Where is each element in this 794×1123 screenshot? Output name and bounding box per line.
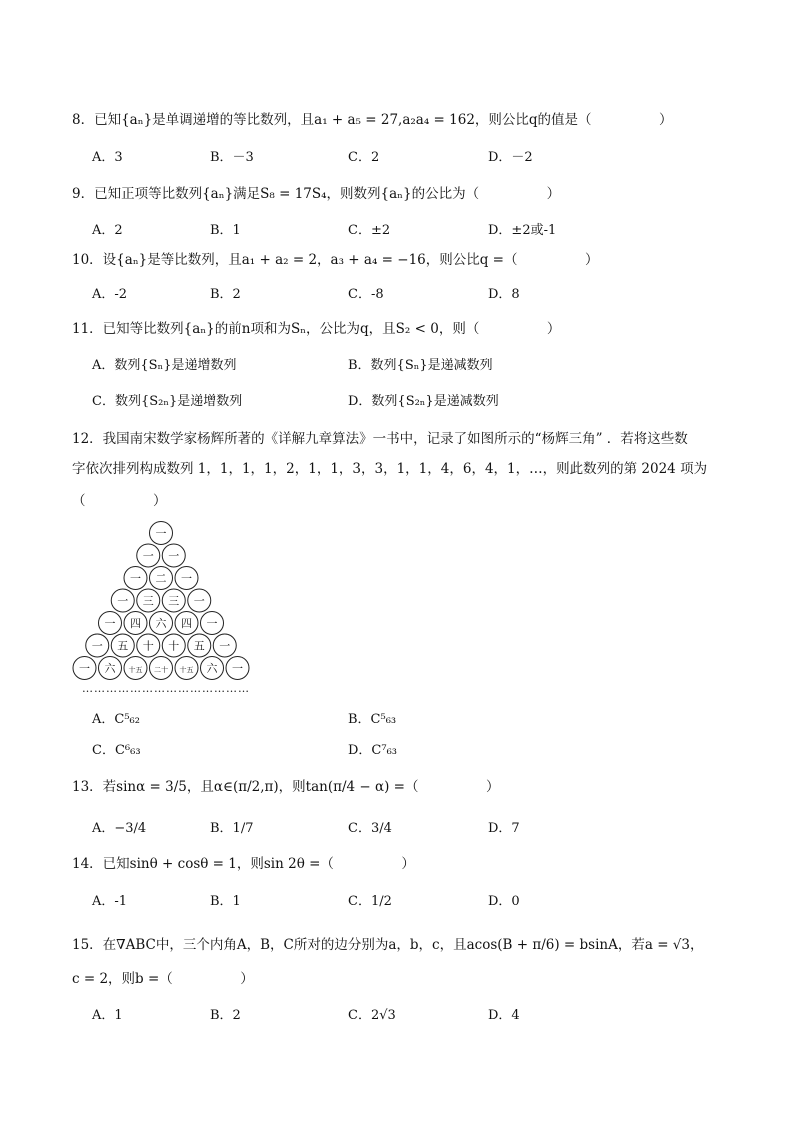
triangle-cell-r6-c2 (124, 657, 147, 680)
triangle-cell-r5-c3 (162, 634, 185, 657)
question-8-option-a[interactable]: A．3 (92, 150, 123, 165)
triangle-cell-r6-c4 (175, 657, 198, 680)
question-13-option-b[interactable]: B．1/7 (210, 821, 254, 836)
triangle-cell-r5-c1 (111, 634, 134, 657)
svg-text:一: 一 (117, 594, 129, 608)
question-15-option-c[interactable]: C．2√3 (348, 1008, 396, 1023)
triangle-cell-r4-c0 (99, 612, 122, 635)
svg-text:一: 一 (130, 572, 141, 585)
svg-text:五: 五 (193, 639, 205, 653)
triangle-cell-r0-c0 (150, 522, 173, 545)
question-8-stem: 8．已知{aₙ}是单调递增的等比数列，且a₁ + a₅ = 27,a₂a₄ = 162，则公比q的值是（ ） (72, 112, 673, 128)
question-10-option-c[interactable]: C．-8 (348, 287, 384, 302)
question-12-stem-line-2: 字依次排列构成数列 1，1，1，1，2，1，1，3，3，1，1，4，6，4，1，…，则此数列的第 2024 项为 (72, 461, 708, 477)
question-13-option-a[interactable]: A．−3/4 (92, 821, 147, 836)
question-9-option-a[interactable]: A．2 (92, 223, 123, 238)
question-8-option-d[interactable]: D．－2 (488, 150, 533, 165)
question-15-option-a[interactable]: A．1 (92, 1008, 123, 1023)
svg-text:六: 六 (155, 617, 167, 630)
question-8-option-b[interactable]: B．－3 (210, 150, 254, 165)
svg-text:十五: 十五 (179, 666, 194, 674)
triangle-cell-r6-c3 (150, 657, 173, 680)
triangle-cell-r3-c0 (111, 589, 134, 612)
triangle-cell-r4-c3 (175, 612, 198, 635)
question-10-option-a[interactable]: A．-2 (92, 287, 128, 302)
triangle-cell-r5-c0 (86, 634, 109, 657)
triangle-cell-r5-c2 (137, 634, 160, 657)
question-13-option-c[interactable]: C．3/4 (348, 821, 392, 836)
question-14-option-d[interactable]: D．0 (488, 894, 520, 909)
svg-text:一: 一 (155, 527, 167, 540)
svg-text:一: 一 (181, 572, 192, 585)
triangle-cell-r3-c1 (137, 589, 160, 612)
svg-text:一: 一 (206, 617, 218, 630)
question-9-option-d[interactable]: D．±2或-1 (488, 223, 557, 238)
question-8-option-c[interactable]: C．2 (348, 150, 380, 165)
triangle-cell-r3-c3 (188, 589, 211, 612)
question-10-stem: 10．设{aₙ}是等比数列，且a₁ + a₂ = 2，a₃ + a₄ = −16，则公比q =（ ） (72, 252, 599, 268)
svg-text:四: 四 (130, 617, 141, 630)
question-12-option-d[interactable]: D．C⁷₆₃ (348, 743, 398, 758)
triangle-cell-r6-c0 (73, 657, 96, 680)
svg-text:一: 一 (142, 549, 154, 563)
triangle-cell-r5-c5 (213, 634, 236, 657)
question-11-option-c[interactable]: C．数列{S₂ₙ}是递增数列 (92, 394, 243, 409)
question-10-option-d[interactable]: D．8 (488, 287, 520, 302)
svg-text:一: 一 (193, 594, 205, 608)
question-9-option-c[interactable]: C．±2 (348, 223, 391, 238)
triangle-cell-r6-c1 (99, 657, 122, 680)
triangle-cell-r6-c5 (201, 657, 224, 680)
svg-text:三: 三 (168, 594, 180, 608)
question-11-option-b[interactable]: B．数列{Sₙ}是递减数列 (348, 358, 493, 373)
question-15-option-b[interactable]: B．2 (210, 1008, 241, 1023)
triangle-cell-r4-c1 (124, 612, 147, 635)
svg-text:一: 一 (232, 662, 243, 675)
svg-text:四: 四 (181, 617, 192, 630)
question-15-option-d[interactable]: D．4 (488, 1008, 520, 1023)
triangle-cell-r6-c6 (226, 657, 249, 680)
triangle-cell-r1-c1 (162, 544, 185, 567)
yang-hui-triangle-figure (72, 520, 252, 695)
triangle-cell-r3-c2 (162, 589, 185, 612)
question-14-option-a[interactable]: A．-1 (92, 894, 128, 909)
question-11-option-d[interactable]: D．数列{S₂ₙ}是递减数列 (348, 394, 499, 409)
question-11-option-a[interactable]: A．数列{Sₙ}是递增数列 (92, 358, 237, 373)
svg-text:一: 一 (168, 549, 180, 563)
svg-text:三: 三 (142, 594, 154, 608)
question-9-option-b[interactable]: B．1 (210, 223, 241, 238)
svg-text:六: 六 (104, 662, 116, 675)
svg-text:五: 五 (117, 639, 129, 653)
triangle-cell-r4-c4 (201, 612, 224, 635)
svg-text:一: 一 (104, 617, 116, 630)
question-10-option-b[interactable]: B．2 (210, 287, 241, 302)
question-14-option-b[interactable]: B．1 (210, 894, 241, 909)
svg-text:六: 六 (206, 662, 218, 675)
svg-text:十五: 十五 (128, 666, 143, 674)
triangle-continuation-dots: …………………………………… (82, 682, 250, 695)
yang-hui-triangle-svg (72, 520, 252, 685)
triangle-cell-r2-c0 (124, 567, 147, 590)
question-11-stem: 11．已知等比数列{aₙ}的前n项和为Sₙ，公比为q，且S₂ < 0，则（ ） (72, 321, 561, 337)
question-12-option-b[interactable]: B．C⁵₆₃ (348, 712, 397, 727)
triangle-cell-r5-c4 (188, 634, 211, 657)
triangle-cell-r4-c2 (150, 612, 173, 635)
question-12-stem-line-3: （ ） (72, 493, 167, 509)
question-9-stem: 9．已知正项等比数列{aₙ}满足S₈ = 17S₄，则数列{aₙ}的公比为（ ） (72, 186, 561, 202)
svg-text:一: 一 (91, 639, 103, 653)
question-12-option-c[interactable]: C．C⁶₆₃ (92, 743, 141, 758)
svg-text:二十: 二十 (154, 666, 168, 674)
svg-text:一: 一 (79, 662, 90, 675)
question-13-option-d[interactable]: D．7 (488, 821, 520, 836)
question-14-option-c[interactable]: C．1/2 (348, 894, 392, 909)
question-12-stem-line-1: 12．我国南宋数学家杨辉所著的《详解九章算法》一书中，记录了如图所示的“杨辉三角” ．若将这些数 (72, 431, 688, 447)
question-15-stem-line-1: 15．在∇ABC中，三个内角A，B，C所对的边分别为a，b，c，且acos(B + π/6) = bsinA，若a = √3， (72, 937, 704, 953)
question-15-stem-line-2: c = 2，则b =（ ） (72, 971, 254, 987)
svg-text:十: 十 (168, 639, 180, 653)
question-13-stem: 13．若sinα = 3/5，且α∈(π/2,π)，则tan(π/4 − α) =（ ） (72, 779, 500, 795)
question-14-stem: 14．已知sinθ + cosθ = 1，则sin 2θ =（ ） (72, 856, 415, 872)
svg-text:十: 十 (142, 639, 154, 653)
question-12-option-a[interactable]: A．C⁵₆₂ (92, 712, 140, 727)
svg-text:二: 二 (155, 572, 167, 585)
triangle-cell-r1-c0 (137, 544, 160, 567)
svg-text:一: 一 (219, 639, 231, 653)
triangle-cell-r2-c1 (150, 567, 173, 590)
triangle-cell-r2-c2 (175, 567, 198, 590)
